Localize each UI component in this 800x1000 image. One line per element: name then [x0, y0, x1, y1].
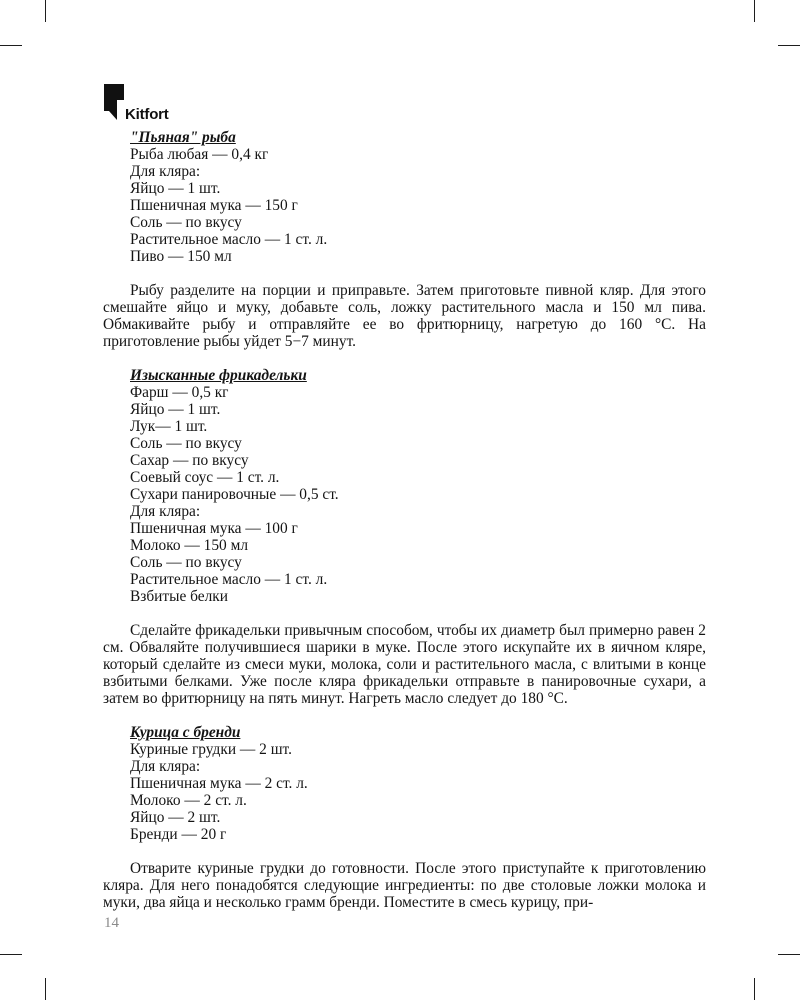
- ingredient-line: Рыба любая — 0,4 кг: [130, 146, 269, 163]
- recipe-ingredients: [103, 724, 706, 843]
- brand-name: Kitfort: [125, 106, 169, 123]
- ingredient-line: Для кляра:: [130, 503, 201, 520]
- ingredient-line: Куриные грудки — 2 шт.: [130, 741, 292, 758]
- crop-mark-bottom-left: [45, 978, 46, 1000]
- ingredient-line: Молоко — 2 ст. л.: [130, 792, 247, 809]
- recipe-title: "Пьяная" рыба: [130, 129, 236, 146]
- instructions-text: Рыбу разделите на порции и приправьте. Затем приготовьте пивной кляр. Для этого смешайте яйцо и муку, добавьте соль, ложку растительного масла и 150 мл пива. Обмакивайте рыбу и отправляйте ее во фритюрницу, нагретую до 160 °С. На приготовление рыбы уйдет 5−7 минут.: [103, 282, 706, 350]
- ingredient-line: Молоко — 150 мл: [130, 537, 248, 554]
- crop-mark-top-left: [45, 0, 46, 22]
- ingredient-line: Соль — по вкусу: [130, 554, 242, 571]
- crop-mark-left-bottom: [0, 954, 22, 955]
- ingredient-line: Пиво — 150 мл: [130, 248, 232, 265]
- recipe-instructions: [103, 622, 706, 707]
- ingredient-line: Лук— 1 шт.: [130, 418, 208, 435]
- ingredient-line: Для кляра:: [130, 163, 201, 180]
- ingredient-line: Соевый соус — 1 ст. л.: [130, 469, 280, 486]
- ingredient-line: Пшеничная мука — 2 ст. л.: [130, 775, 308, 792]
- ingredient-line: Сахар — по вкусу: [130, 452, 249, 469]
- ingredient-line: Яйцо — 1 шт.: [130, 401, 221, 418]
- ingredient-line: Для кляра:: [130, 758, 201, 775]
- recipe-title: Курица с бренди: [130, 724, 241, 741]
- ingredient-line: Пшеничная мука — 100 г: [130, 520, 298, 537]
- kitfort-logo-icon: [104, 84, 124, 120]
- ingredient-line: Яйцо — 1 шт.: [130, 180, 221, 197]
- recipe-ingredients: [103, 367, 706, 605]
- ingredient-line: Взбитые белки: [130, 588, 229, 605]
- ingredient-line: Бренди — 20 г: [130, 826, 227, 843]
- recipe-instructions: [103, 282, 706, 350]
- instructions-text: Отварите куриные грудки до готовности. После этого приступайте к приготовлению кляра. Для него понадобятся следующие ингредиенты: по две столовые ложки молока и муки, два яйца и несколько грамм бренди. Поместите в смесь курицу, при-: [103, 860, 706, 911]
- ingredient-line: Сухари панировочные — 0,5 ст.: [130, 486, 339, 503]
- ingredient-line: Соль — по вкусу: [130, 214, 242, 231]
- ingredient-line: Фарш — 0,5 кг: [130, 384, 229, 401]
- ingredient-line: Яйцо — 2 шт.: [130, 809, 221, 826]
- crop-mark-right-top: [778, 45, 800, 46]
- crop-mark-right-bottom: [778, 954, 800, 955]
- ingredient-line: Растительное масло — 1 ст. л.: [130, 231, 328, 248]
- ingredient-line: Пшеничная мука — 150 г: [130, 197, 298, 214]
- instructions-text: Сделайте фрикадельки привычным способом, чтобы их диаметр был примерно равен 2 см. Обваляйте получившиеся шарики в муке. После этого искупайте их в яичном кляре, который сделайте из смеси муки, молока, соли и растительного масла, с влитыми в конце взбитыми белками. Уже после кляра фрикадельки отправьте в панировочные сухари, а затем во фритюрницу на пять минут. Нагреть масло следует до 180 °С.: [103, 622, 706, 707]
- recipe-title: Изысканные фрикадельки: [130, 367, 307, 384]
- page-content: [103, 129, 706, 911]
- ingredient-line: Растительное масло — 1 ст. л.: [130, 571, 328, 588]
- recipe-ingredients: [103, 129, 706, 265]
- recipe-instructions: [103, 860, 706, 911]
- ingredient-line: Соль — по вкусу: [130, 435, 242, 452]
- brand-logo: [104, 84, 169, 123]
- crop-mark-top-right: [754, 0, 755, 22]
- crop-mark-bottom-right: [754, 978, 755, 1000]
- crop-mark-left-top: [0, 45, 22, 46]
- page-number: 14: [104, 915, 119, 931]
